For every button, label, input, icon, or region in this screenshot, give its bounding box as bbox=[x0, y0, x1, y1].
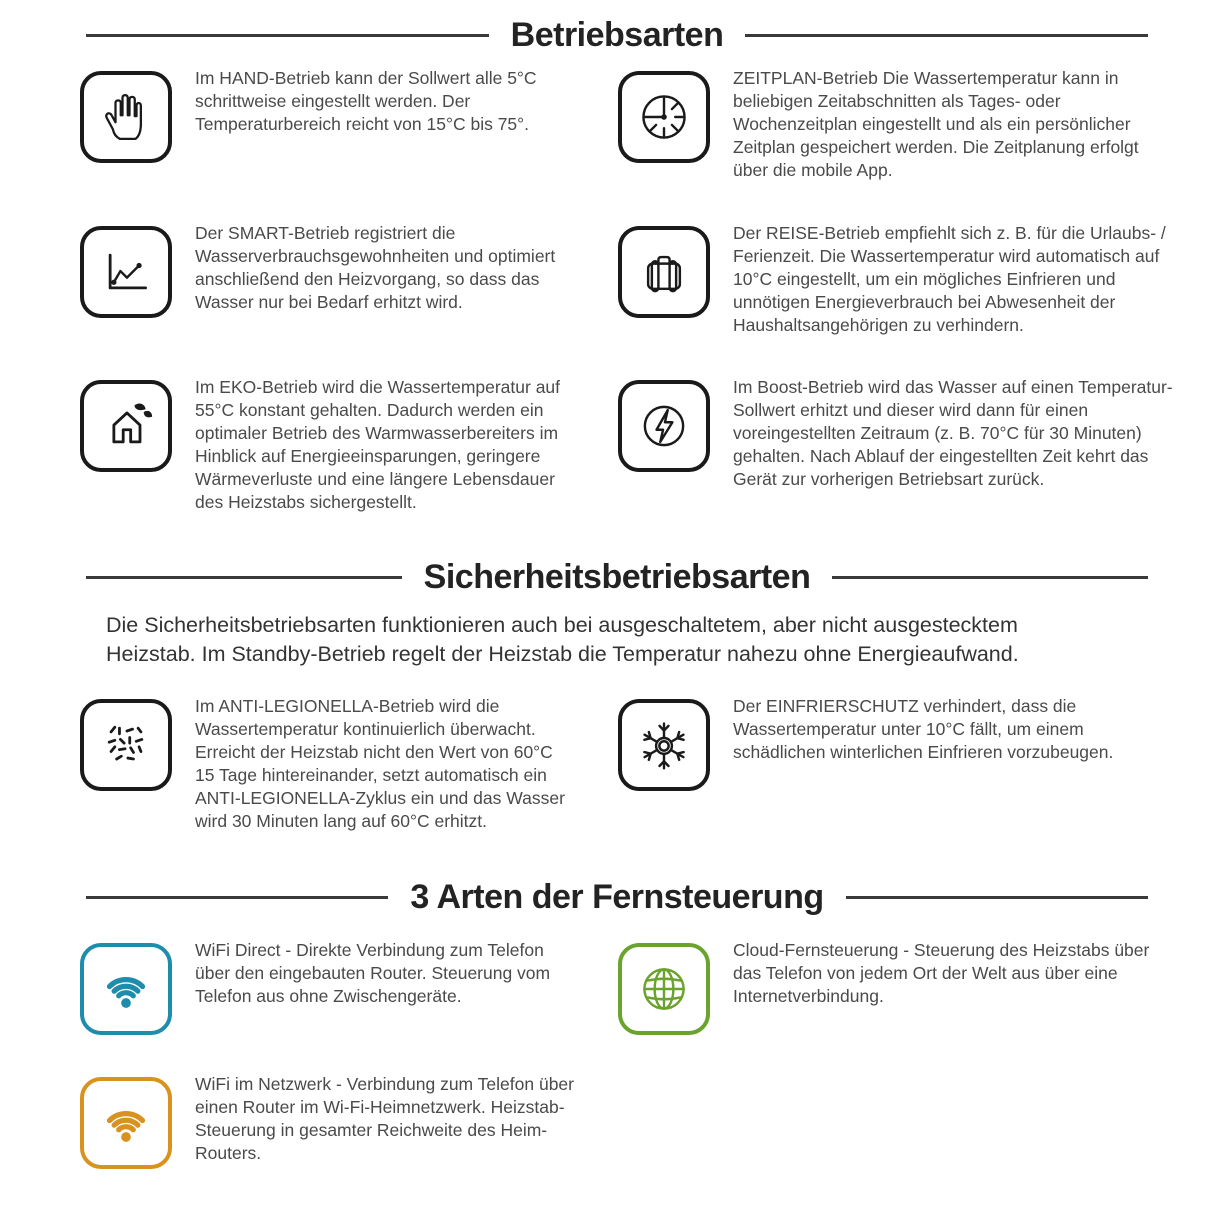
boost-lightning-icon bbox=[618, 380, 710, 472]
hand-icon bbox=[80, 71, 172, 163]
mode-einfrierschutz-text: Der EINFRIERSCHUTZ verhindert, dass die Wassertemperatur unter 10°C fällt, um einem schädlichen winterlichen Einfrieren vorzubeugen. bbox=[733, 695, 1114, 762]
mode-boost-text: Im Boost-Betrieb wird das Wasser auf einen Temperatur-Sollwert erhitzt und dieser wird dann für einen voreingestellten Zeitraum (z. B. 70°C für 30 Minuten) gehalten. Nach Ablauf der eingestellten Zeit kehrt das Gerät zur vorherigen Betriebsart zurück. bbox=[733, 377, 1173, 489]
snowflake-icon bbox=[618, 699, 710, 791]
divider-line bbox=[745, 34, 1148, 37]
mode-einfrierschutz bbox=[618, 695, 1174, 851]
divider-line bbox=[86, 896, 388, 899]
mode-zeitplan bbox=[618, 68, 1174, 200]
bacteria-icon bbox=[80, 699, 172, 791]
remote-cloud bbox=[618, 940, 1174, 1035]
mode-eko-text: Im EKO-Betrieb wird die Wassertemperatur auf 55°C konstant gehalten. Dadurch werden ein optimaler Betrieb des Warmwasserbereiters im Hinblick auf Energieeinsparungen, geringere Wärmeverluste und eine längere Lebensdauer des Heizstabs sichergestellt. bbox=[195, 377, 561, 512]
sicherheit-grid bbox=[80, 695, 1184, 851]
clock-icon bbox=[618, 71, 710, 163]
section-betriebsarten bbox=[0, 16, 1214, 532]
mode-eko bbox=[80, 377, 576, 532]
fernsteuerung-grid bbox=[80, 940, 1184, 1183]
suitcase-icon bbox=[618, 226, 710, 318]
divider-line bbox=[832, 576, 1148, 579]
mode-anti-legionella bbox=[80, 695, 576, 851]
divider-line bbox=[846, 896, 1148, 899]
mode-reise-text: Der REISE-Betrieb empfiehlt sich z. B. für die Urlaubs- / Ferienzeit. Die Wassertemperatur wird automatisch auf 10°C eingestellt, um ein mögliches Einfrieren und unnötigen Energieverbrauch bei Abwesenheit der Haushaltsangehörigen zu verhindern. bbox=[733, 222, 1166, 335]
divider-line bbox=[86, 576, 402, 579]
line-chart-icon bbox=[80, 226, 172, 318]
mode-hand-text: Im HAND-Betrieb kann der Sollwert alle 5°C schrittweise eingestellt werden. Der Temperaturbereich reicht von 15°C bis 75°. bbox=[195, 68, 537, 134]
globe-icon bbox=[618, 943, 710, 1035]
mode-zeitplan-text: ZEITPLAN-Betrieb Die Wassertemperatur kann in beliebigen Zeitabschnitten als Tages- oder Wochenzeitplan eingestellt und als ein persönlicher Zeitplan gespeichert werden. Die Zeitplanung erfolgt über die mobile App. bbox=[733, 68, 1139, 180]
divider-line bbox=[86, 34, 489, 37]
remote-cloud-text: Cloud-Fernsteuerung - Steuerung des Heizstabs über das Telefon von jedem Ort der Welt aus über eine Internetverbindung. bbox=[733, 940, 1150, 1006]
mode-reise bbox=[618, 222, 1174, 355]
remote-wifi-direct-text: WiFi Direct - Direkte Verbindung zum Telefon über den eingebauten Router. Steuerung vom Telefon aus ohne Zwischengeräte. bbox=[195, 940, 551, 1006]
section-header-betriebsarten bbox=[86, 16, 1148, 55]
section-sicherheitsbetriebsarten bbox=[0, 558, 1214, 851]
mode-hand bbox=[80, 68, 576, 200]
remote-wifi-direct bbox=[80, 940, 576, 1035]
mode-boost bbox=[618, 377, 1174, 532]
section-header-sicherheit bbox=[86, 558, 1148, 597]
remote-wifi-network bbox=[80, 1074, 576, 1183]
section-title-betriebsarten: Betriebsarten bbox=[510, 16, 724, 54]
betriebsarten-grid bbox=[80, 68, 1184, 532]
sicherheit-intro-text: Die Sicherheitsbetriebsarten funktionieren auch bei ausgeschaltetem, aber nicht ausgestecktem Heizstab. Im Standby-Betrieb regelt der Heizstab die Temperatur nahezu ohne Energieaufwand. bbox=[106, 612, 1019, 666]
section-title-sicherheit: Sicherheitsbetriebsarten bbox=[423, 557, 811, 596]
mode-anti-legionella-text: Im ANTI-LEGIONELLA-Betrieb wird die Wassertemperatur kontinuierlich überwacht. Erreicht der Heizstab nicht den Wert von 60°C 15 Tage hintereinander, setzt automatisch ein ANTI-LEGIONELLA-Zyklus ein und das Wasser wird 30 Minuten lang auf 60°C erhitzt. bbox=[195, 695, 565, 831]
section-header-fernsteuerung bbox=[86, 878, 1148, 917]
wifi-icon bbox=[80, 943, 172, 1035]
wifi-icon bbox=[80, 1077, 172, 1169]
eco-house-icon bbox=[80, 380, 172, 472]
mode-smart-text: Der SMART-Betrieb registriert die Wasserverbrauchsgewohnheiten und optimiert anschließend den Heizvorgang, so dass das Wasser nur bei Bedarf erhitzt wird. bbox=[195, 222, 556, 312]
section-title-fernsteuerung: 3 Arten der Fernsteuerung bbox=[410, 878, 824, 916]
mode-smart bbox=[80, 222, 576, 355]
remote-wifi-network-text: WiFi im Netzwerk - Verbindung zum Telefon über einen Router im Wi-Fi-Heimnetzwerk. Heizstab-Steuerung in gesamter Reichweite des Heim-Routers. bbox=[195, 1074, 574, 1163]
section-fernsteuerung bbox=[0, 878, 1214, 1183]
